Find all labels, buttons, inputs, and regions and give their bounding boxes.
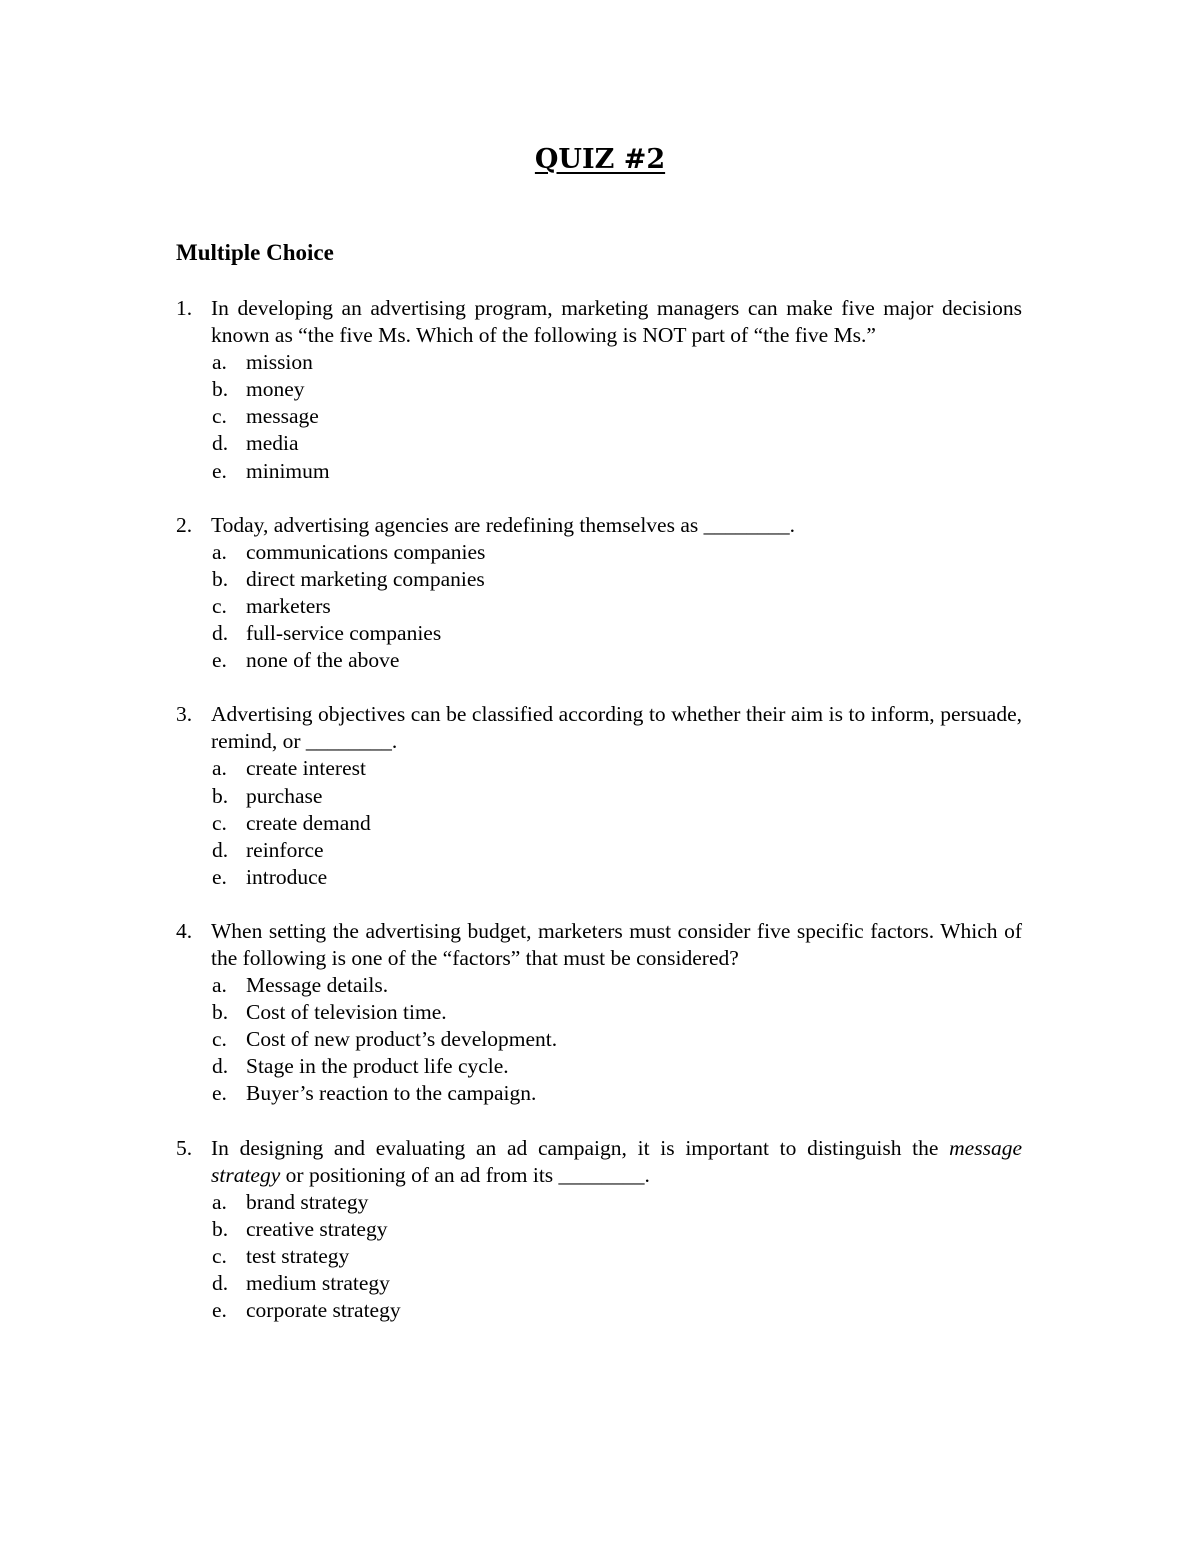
question-number: 3. — [176, 702, 193, 727]
option-text: medium strategy — [246, 1271, 390, 1295]
option-text: Cost of new product’s development. — [246, 1027, 558, 1052]
option-text: marketers — [246, 593, 331, 618]
option-c — [211, 1243, 1022, 1270]
option-text: reinforce — [246, 837, 324, 862]
question-text — [211, 1135, 1022, 1189]
option-text: creative strategy — [246, 1216, 388, 1241]
option-d — [211, 1053, 1022, 1080]
question-4 — [176, 918, 1022, 1108]
section-heading: Multiple Choice — [176, 240, 334, 265]
option-letter: b. — [212, 377, 229, 402]
option-a — [211, 755, 1022, 782]
option-text: Stage in the product life cycle. — [246, 1054, 509, 1079]
option-text: communications companies — [246, 539, 486, 564]
question-text-start: In designing and evaluating an ad campaign, it is important to distinguish the — [211, 1135, 950, 1160]
question-number: 4. — [176, 918, 193, 943]
option-e — [211, 1080, 1022, 1107]
option-b — [211, 566, 1022, 593]
option-e — [211, 864, 1022, 891]
question-number: 5. — [176, 1135, 193, 1160]
option-c — [211, 593, 1022, 620]
option-text: money — [246, 377, 305, 402]
option-text: mission — [246, 350, 313, 375]
option-b — [211, 376, 1022, 403]
option-text: purchase — [246, 783, 323, 808]
option-e — [211, 1297, 1022, 1324]
question-text: When setting the advertising budget, marketers must consider five specific factors. Which of the following is one of the “factors” that must be considered? — [211, 918, 1022, 970]
question-3 — [176, 701, 1022, 891]
question-2 — [176, 512, 1022, 675]
option-letter: c. — [212, 593, 227, 618]
option-c — [211, 403, 1022, 430]
question-number: 2. — [176, 512, 193, 537]
option-letter: c. — [212, 810, 227, 835]
option-letter: d. — [212, 1271, 229, 1295]
question-text-emphasis: message strategy — [211, 1135, 1022, 1187]
option-list — [211, 349, 1022, 484]
option-text: full-service companies — [246, 621, 442, 646]
option-letter: b. — [212, 1000, 229, 1025]
question-text: Today, advertising agencies are redefining themselves as ________. — [211, 512, 795, 537]
option-e — [211, 647, 1022, 674]
option-text: corporate strategy — [246, 1298, 401, 1323]
question-list — [176, 295, 1022, 1351]
question-text: Advertising objectives can be classified according to whether their aim is to inform, persuade, remind, or ________. — [211, 702, 1022, 754]
option-b — [211, 783, 1022, 810]
option-list — [211, 972, 1022, 1107]
option-letter: e. — [212, 648, 227, 673]
option-d — [211, 1270, 1022, 1297]
option-a — [211, 349, 1022, 376]
option-c — [211, 1026, 1022, 1053]
option-letter: b. — [212, 566, 229, 591]
option-text: Buyer’s reaction to the campaign. — [246, 1081, 537, 1106]
option-text: direct marketing companies — [246, 566, 485, 591]
option-letter: b. — [212, 1216, 229, 1241]
option-text: media — [246, 431, 299, 456]
page-title: QUIZ #2 — [534, 144, 666, 175]
option-letter: a. — [212, 756, 227, 781]
question-text-end: or positioning of an ad from its ________. — [280, 1162, 650, 1187]
option-letter: b. — [212, 783, 229, 808]
option-letter: d. — [212, 431, 229, 456]
option-text: minimum — [246, 458, 330, 483]
option-d — [211, 837, 1022, 864]
question-number: 1. — [176, 296, 193, 320]
option-e — [211, 458, 1022, 485]
option-text: create interest — [246, 756, 366, 781]
option-text: create demand — [246, 810, 371, 835]
option-text: message — [246, 404, 319, 429]
option-letter: d. — [212, 1054, 229, 1079]
question-text: In developing an advertising program, marketing managers can make five major decisions known as “the five Ms. Which of the following is NOT part of “the five Ms.” — [211, 296, 1022, 348]
option-letter: e. — [212, 1298, 227, 1323]
option-b — [211, 999, 1022, 1026]
question-1 — [176, 295, 1022, 485]
option-a — [211, 539, 1022, 566]
question-5 — [176, 1135, 1022, 1325]
option-letter: a. — [212, 539, 227, 564]
option-d — [211, 620, 1022, 647]
option-letter: e. — [212, 458, 227, 483]
option-letter: d. — [212, 837, 229, 862]
option-text: test strategy — [246, 1243, 350, 1268]
option-list — [211, 755, 1022, 890]
option-letter: a. — [212, 973, 227, 998]
option-letter: c. — [212, 1243, 227, 1268]
option-d — [211, 430, 1022, 457]
option-a — [211, 1189, 1022, 1216]
option-letter: a. — [212, 1189, 227, 1214]
option-letter: c. — [212, 404, 227, 429]
option-text: Cost of television time. — [246, 1000, 447, 1025]
option-a — [211, 972, 1022, 999]
option-letter: d. — [212, 621, 229, 646]
option-text: none of the above — [246, 648, 400, 673]
option-letter: c. — [212, 1027, 227, 1052]
option-text: Message details. — [246, 973, 389, 998]
option-c — [211, 810, 1022, 837]
option-list — [211, 1189, 1022, 1324]
option-letter: a. — [212, 350, 227, 375]
option-text: brand strategy — [246, 1189, 369, 1214]
option-letter: e. — [212, 1081, 227, 1106]
option-text: introduce — [246, 864, 328, 889]
option-b — [211, 1216, 1022, 1243]
option-list — [211, 539, 1022, 674]
option-letter: e. — [212, 864, 227, 889]
